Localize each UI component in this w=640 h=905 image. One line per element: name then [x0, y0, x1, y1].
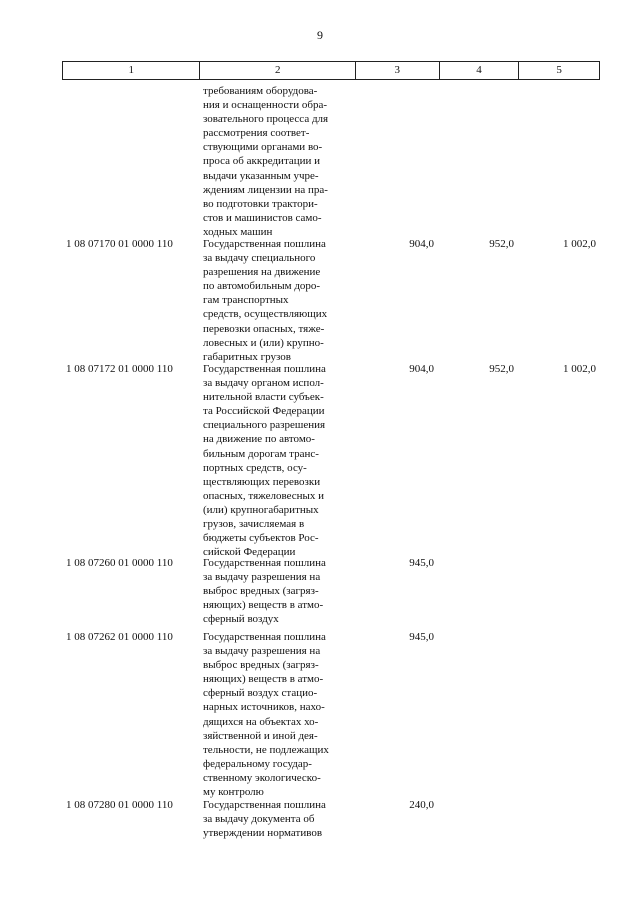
description-line: сийской Федерации [203, 546, 296, 559]
description-line: бюджеты субъектов Рос- [203, 532, 319, 545]
description-line: ловесных и (или) крупно- [203, 336, 324, 349]
description-line: ния и оснащенности обра- [203, 99, 328, 112]
row-description [203, 630, 355, 799]
row-description [203, 798, 355, 840]
description-line: бильным дорогам транс- [203, 447, 319, 460]
description-line: за выдачу органом испол- [203, 377, 324, 390]
description-line: зовательного процесса для [203, 113, 329, 126]
column-header-3: 3 [356, 62, 440, 79]
description-line: федеральному государ- [203, 757, 312, 770]
row-value-col3: 904,0 [409, 238, 434, 250]
description-line: грузов, зачисляемая в [203, 518, 305, 531]
description-line: перевозки опасных, тяже- [203, 322, 325, 335]
description-line: за выдачу разрешения на [203, 645, 321, 658]
description-line: тельности, не подлежащих [203, 743, 329, 756]
description-line: ственному экологическо- [203, 771, 321, 784]
row-value-col3: 945,0 [409, 631, 434, 643]
row-description [203, 362, 355, 559]
description-line: та Российской Федерации [203, 405, 325, 418]
description-line: за выдачу документа об [203, 813, 315, 826]
description-line: во подготовки трактори- [203, 197, 318, 210]
description-line: выброс вредных (загряз- [203, 585, 319, 598]
description-line: сферный воздух стацио- [203, 687, 318, 700]
row-value-col3: 904,0 [409, 363, 434, 375]
description-line: сферный воздух [203, 613, 279, 626]
description-line: му контролю [203, 786, 264, 799]
description-line: утверждении нормативов [203, 827, 323, 840]
table-header [62, 61, 600, 80]
description-line: нительной власти субъек- [203, 391, 324, 404]
row-value-col5: 1 002,0 [563, 363, 596, 375]
description-line: ствующими органами во- [203, 141, 323, 154]
description-line: ществляющих перевозки [203, 475, 321, 488]
description-line: Государственная пошлина [203, 238, 326, 250]
description-line: гам транспортных [203, 294, 289, 307]
page-number: 9 [317, 28, 323, 42]
description-line: Государственная пошлина [203, 631, 326, 643]
description-line: на движение по автомо- [203, 433, 315, 446]
description-line: за выдачу специального [203, 252, 316, 265]
description-line: рассмотрения соответ- [203, 127, 310, 140]
row-value-col3: 240,0 [409, 799, 434, 811]
description-line: ждениям лицензии на пра- [203, 183, 328, 196]
description-line: дящихся на объектах хо- [203, 715, 319, 728]
row-code: 1 08 07280 01 0000 110 [66, 799, 173, 811]
description-line: (или) крупногабаритных [203, 503, 319, 516]
row-code: 1 08 07260 01 0000 110 [66, 557, 173, 569]
row-description [203, 237, 355, 364]
row-code: 1 08 07172 01 0000 110 [66, 363, 173, 375]
description-line: опасных, тяжеловесных и [203, 489, 325, 502]
description-line: разрешения на движение [203, 266, 321, 279]
row-value-col5: 1 002,0 [563, 238, 596, 250]
row-value-col3: 945,0 [409, 557, 434, 569]
description-line: нарных источников, нахо- [203, 701, 325, 714]
description-line: средств, осуществляющих [203, 308, 328, 321]
description-line: стов и машинистов само- [203, 211, 322, 224]
column-header-1: 1 [63, 62, 200, 79]
row-description [203, 84, 355, 239]
description-line: требованиям оборудова- [203, 85, 318, 97]
description-line: проса об аккредитации и [203, 155, 321, 168]
column-header-2: 2 [200, 62, 355, 79]
description-line: ходных машин [203, 225, 273, 238]
description-line: специального разрешения [203, 419, 326, 432]
row-code: 1 08 07262 01 0000 110 [66, 631, 173, 643]
column-header-5: 5 [556, 64, 562, 76]
row-code: 1 08 07170 01 0000 110 [66, 238, 173, 250]
description-line: няющих) веществ в атмо- [203, 599, 324, 612]
row-value-col4: 952,0 [489, 363, 514, 375]
description-line: по автомобильным доро- [203, 280, 321, 293]
description-line: Государственная пошлина [203, 799, 326, 811]
description-line: портных средств, осу- [203, 461, 307, 474]
row-description [203, 556, 355, 626]
description-line: за выдачу разрешения на [203, 571, 321, 584]
description-line: Государственная пошлина [203, 363, 326, 375]
description-line: зяйственной и иной дея- [203, 729, 318, 742]
description-line: Государственная пошлина [203, 557, 326, 569]
row-value-col4: 952,0 [489, 238, 514, 250]
description-line: выброс вредных (загряз- [203, 659, 319, 672]
description-line: выдачи указанным учре- [203, 169, 319, 182]
description-line: габаритных грузов [203, 350, 291, 363]
description-line: няющих) веществ в атмо- [203, 673, 324, 686]
column-header-4: 4 [440, 62, 520, 79]
